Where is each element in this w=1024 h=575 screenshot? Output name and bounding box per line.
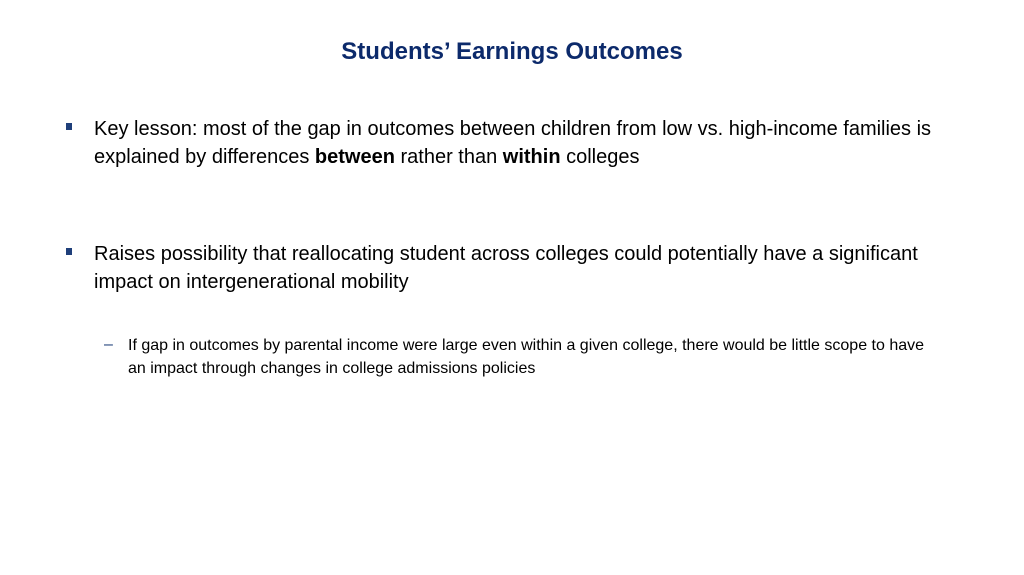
bullet-text [94, 115, 944, 171]
bullet-text-emphasis-between: between [314, 146, 395, 168]
bullet-text-part: colleges [560, 146, 640, 168]
dash-bullet-icon: – [104, 336, 113, 353]
square-bullet-icon [66, 123, 72, 130]
slide-title: Students’ Earnings Outcomes [341, 38, 683, 65]
square-bullet-icon [66, 248, 72, 255]
bullet-text-part: rather than [394, 146, 503, 168]
bullet-text-part: Key lesson: most of the gap in outcomes between children from low vs. high-income families is explained by differences [94, 118, 932, 168]
bullet-text: Raises possibility that reallocating student across colleges could potentially have a significant impact on intergenerational mobility [94, 243, 918, 293]
sub-bullet-text: If gap in outcomes by parental income were large even within a given college, there would be little scope to have an impact through changes in college admissions policies [128, 337, 925, 377]
bullet-text-emphasis-within: within [502, 146, 561, 168]
